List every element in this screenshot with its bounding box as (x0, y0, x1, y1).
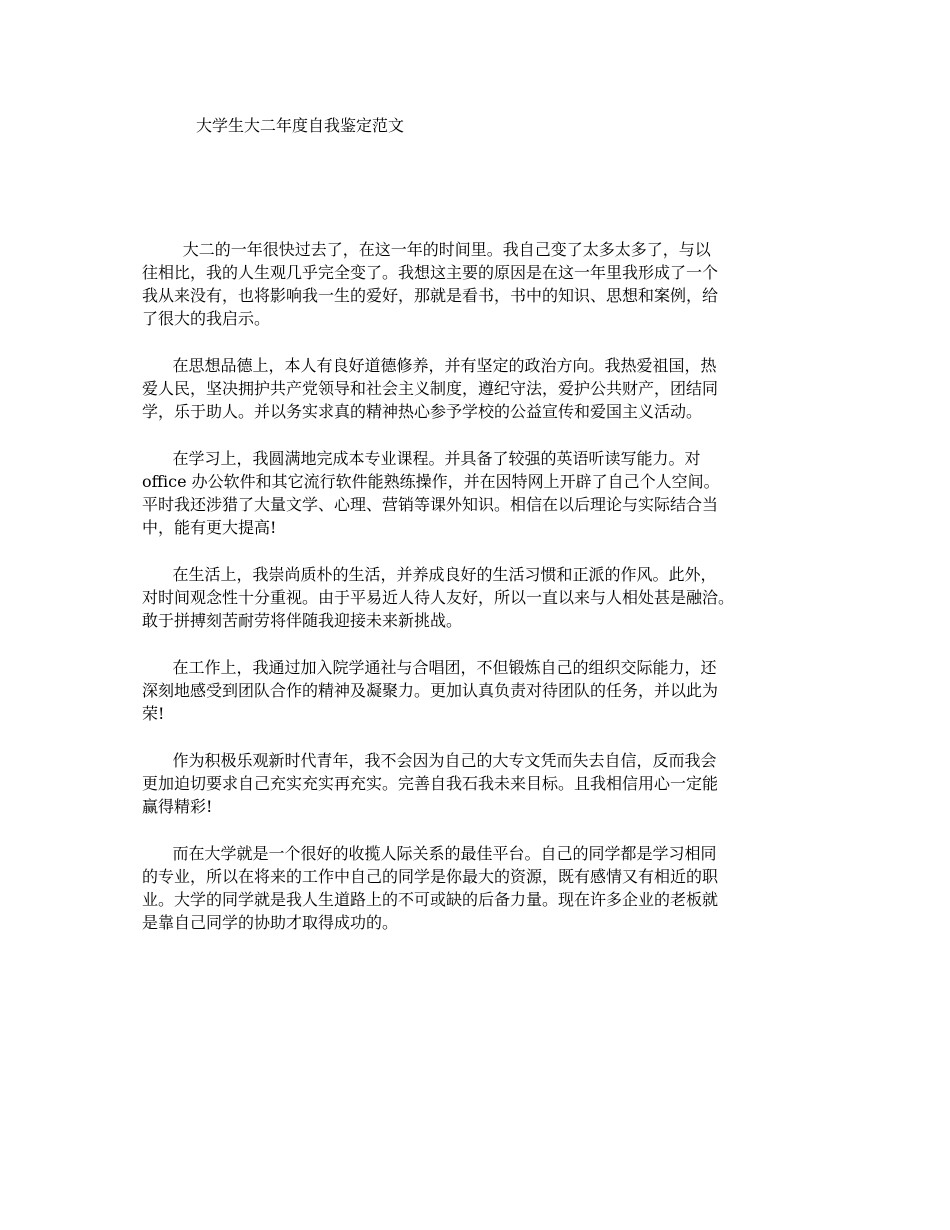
paragraph-line: 的专业，所以在将来的工作中自己的同学是你最大的资源，既有感情又有相近的职 (142, 867, 719, 886)
paragraph-2 (142, 354, 822, 423)
paragraph-line: 中，能有更大提高! (142, 518, 277, 537)
paragraph-line: 在思想品德上，本人有良好道德修养，并有坚定的政治方向。我热爱祖国，热 (142, 356, 717, 375)
paragraph-3 (142, 447, 822, 539)
paragraph-line: 作为积极乐观新时代青年，我不会因为自己的大专文凭而失去自信，反而我会 (142, 751, 717, 770)
paragraph-line: 在学习上，我圆满地完成本专业课程。并具备了较强的英语听读写能力。对 (142, 449, 701, 468)
paragraph-1 (142, 238, 822, 330)
paragraph-line: 在工作上，我通过加入院学通社与合唱团，不但锻炼自己的组织交际能力，还 (142, 658, 717, 677)
paragraph-line: 赢得精彩! (142, 797, 213, 816)
paragraph-line: 荣! (142, 704, 165, 723)
document-body (142, 238, 822, 958)
paragraph-line: 学，乐于助人。并以务实求真的精神热心参予学校的公益宣传和爱国主义活动。 (142, 402, 703, 421)
paragraph-line: 平时我还涉猎了大量文学、心理、营销等课外知识。相信在以后理论与实际结合当 (142, 495, 719, 514)
paragraph-line: 敢于拼搏刻苦耐劳将伴随我迎接未来新挑战。 (142, 611, 463, 630)
paragraph-line: 更加迫切要求自己充实充实再充实。完善自我石我未来目标。且我相信用心一定能 (142, 774, 719, 793)
paragraph-5 (142, 656, 822, 725)
paragraph-line: 大二的一年很快过去了，在这一年的时间里。我自己变了太多太多了，与以 (142, 240, 711, 259)
paragraph-line: 了很大的我启示。 (142, 309, 271, 328)
paragraph-line: 深刻地感受到团队合作的精神及凝聚力。更加认真负责对待团队的任务，并以此为 (142, 681, 719, 700)
paragraph-line: 业。大学的同学就是我人生道路上的不可或缺的后备力量。现在许多企业的老板就 (142, 890, 719, 909)
paragraph-line: 对时间观念性十分重视。由于平易近人待人友好，所以一直以来与人相处甚是融洽。 (142, 588, 735, 607)
paragraph-line: 往相比，我的人生观几乎完全变了。我想这主要的原因是在这一年里我形成了一个 (142, 263, 719, 282)
paragraph-line: 爱人民，坚决拥护共产党领导和社会主义制度，遵纪守法，爱护公共财产，团结同 (142, 379, 719, 398)
paragraph-line: 在生活上，我崇尚质朴的生活，并养成良好的生活习惯和正派的作风。此外， (142, 565, 717, 584)
paragraph-line: 而在大学就是一个很好的收揽人际关系的最佳平台。自己的同学都是学习相同 (142, 844, 717, 863)
document-title: 大学生大二年度自我鉴定范文 (196, 116, 405, 135)
paragraph-7 (142, 842, 822, 934)
paragraph-line: office 办公软件和其它流行软件能熟练操作，并在因特网上开辟了自己个人空间。 (142, 472, 720, 491)
paragraph-line: 我从来没有，也将影响我一生的爱好，那就是看书，书中的知识、思想和案例，给 (142, 286, 719, 305)
paragraph-line: 是靠自己同学的协助才取得成功的。 (142, 913, 399, 932)
paragraph-4 (142, 563, 822, 632)
paragraph-6 (142, 749, 822, 818)
